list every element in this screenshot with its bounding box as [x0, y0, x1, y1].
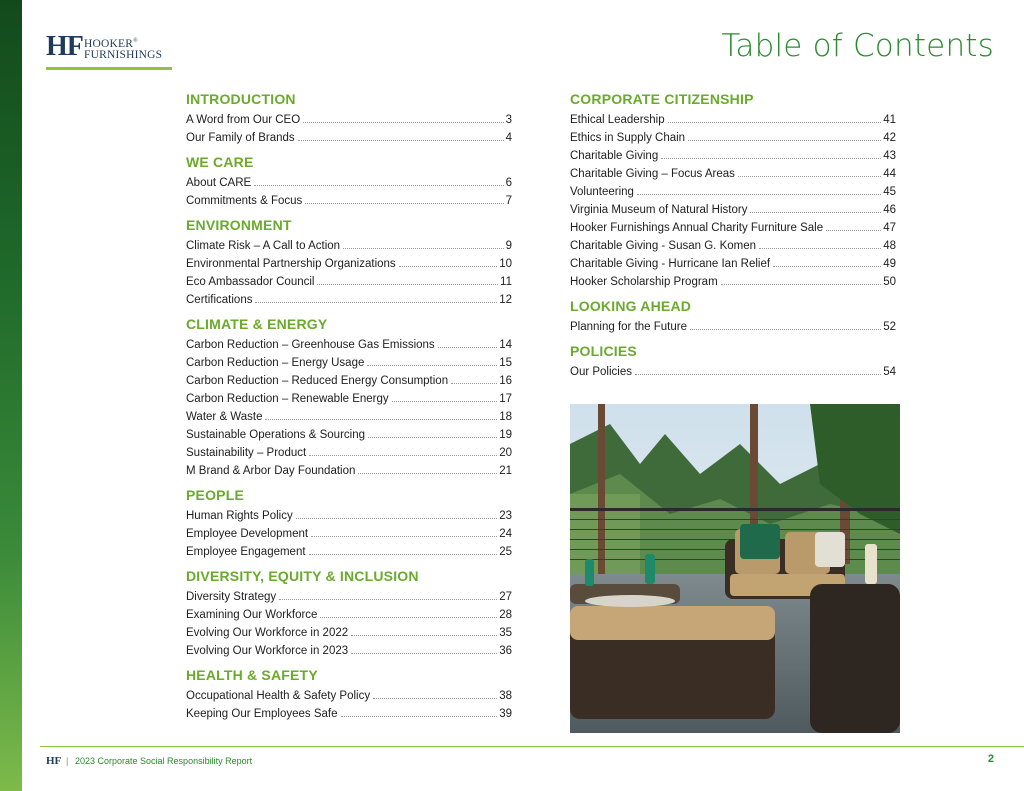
section-heading: CLIMATE & ENERGY: [186, 316, 328, 332]
logo-underline: [46, 67, 172, 70]
dot-leader: [255, 302, 497, 303]
toc-entry[interactable]: [570, 165, 896, 183]
toc-entry[interactable]: [570, 219, 896, 237]
dot-leader: [368, 437, 497, 438]
toc-entry-page: 4: [505, 132, 512, 144]
toc-entry-label: Ethics in Supply Chain: [570, 132, 686, 144]
toc-entry[interactable]: [186, 237, 512, 255]
toc-entry-page: 14: [499, 339, 512, 351]
toc-entry-page: 6: [505, 177, 512, 189]
dot-leader: [721, 284, 882, 285]
toc-entry[interactable]: [186, 444, 512, 462]
toc-entry-page: 7: [505, 195, 512, 207]
toc-entry[interactable]: [570, 201, 896, 219]
toc-entry-label: Ethical Leadership: [570, 114, 665, 126]
toc-entry-page: 50: [883, 276, 896, 288]
toc-entry-page: 38: [499, 690, 512, 702]
toc-entry[interactable]: [186, 336, 512, 354]
footer-report-title: 2023 Corporate Social Responsibility Report: [75, 756, 253, 766]
toc-entry-label: Our Family of Brands: [186, 132, 295, 144]
toc-left-column: [186, 90, 512, 729]
toc-entry-label: Climate Risk – A Call to Action: [186, 240, 341, 252]
dot-leader: [438, 347, 498, 348]
dot-leader: [279, 599, 497, 600]
toc-entry-label: Charitable Giving - Hurricane Ian Relief: [570, 258, 771, 270]
section-heading: CORPORATE CITIZENSHIP: [570, 91, 754, 107]
dot-leader: [759, 248, 881, 249]
toc-section: [186, 486, 512, 561]
toc-section: [570, 297, 896, 336]
dot-leader: [351, 635, 497, 636]
toc-entry-label: Charitable Giving - Susan G. Komen: [570, 240, 757, 252]
logo-mark: HF: [46, 31, 83, 62]
dot-leader: [635, 374, 881, 375]
toc-entry-page: 49: [883, 258, 896, 270]
dot-leader: [309, 455, 497, 456]
page-title: Table of Contents: [721, 28, 994, 64]
toc-entry-label: About CARE: [186, 177, 252, 189]
toc-entry-label: M Brand & Arbor Day Foundation: [186, 465, 356, 477]
toc-entry[interactable]: [186, 174, 512, 192]
dot-leader: [690, 329, 881, 330]
toc-section: [186, 153, 512, 210]
dot-leader: [265, 419, 497, 420]
outdoor-patio-photo: [570, 404, 900, 733]
dot-leader: [392, 401, 498, 402]
toc-entry-label: Human Rights Policy: [186, 510, 293, 522]
toc-entry-page: 9: [505, 240, 512, 252]
toc-entry-label: Hooker Furnishings Annual Charity Furniture Sale: [570, 222, 824, 234]
dot-leader: [296, 518, 497, 519]
dot-leader: [773, 266, 881, 267]
toc-entry-page: 3: [505, 114, 512, 126]
toc-section: [186, 315, 512, 480]
toc-entry-page: 27: [499, 591, 512, 603]
toc-entry-page: 44: [883, 168, 896, 180]
toc-entry-page: 20: [499, 447, 512, 459]
logo-registered-mark: ®: [133, 38, 138, 44]
toc-entry-label: Diversity Strategy: [186, 591, 277, 603]
footer-logo-mark: HF: [46, 755, 62, 767]
toc-entry[interactable]: [570, 111, 896, 129]
toc-entry-label: Sustainable Operations & Sourcing: [186, 429, 365, 441]
section-heading: INTRODUCTION: [186, 91, 296, 107]
toc-entry-page: 21: [499, 465, 512, 477]
toc-entry-label: Environmental Partnership Organizations: [186, 258, 396, 270]
toc-entry-page: 36: [499, 645, 512, 657]
toc-entry[interactable]: [186, 525, 512, 543]
toc-entry-label: Charitable Giving: [570, 150, 659, 162]
dot-leader: [373, 698, 497, 699]
toc-entry[interactable]: [186, 129, 512, 147]
toc-entry-page: 28: [499, 609, 512, 621]
toc-entry[interactable]: [186, 192, 512, 210]
toc-entry-label: Commitments & Focus: [186, 195, 303, 207]
dot-leader: [688, 140, 881, 141]
dot-leader: [750, 212, 881, 213]
toc-section: [186, 216, 512, 309]
logo-name-line1: HOOKER: [84, 37, 134, 50]
toc-entry[interactable]: [186, 291, 512, 309]
toc-entry-page: 42: [883, 132, 896, 144]
toc-entry-page: 46: [883, 204, 896, 216]
toc-entry[interactable]: [186, 390, 512, 408]
toc-entry-page: 18: [499, 411, 512, 423]
toc-entry[interactable]: [186, 588, 512, 606]
toc-entry-page: 45: [883, 186, 896, 198]
toc-entry-label: Keeping Our Employees Safe: [186, 708, 338, 720]
dot-leader: [298, 140, 504, 141]
toc-entry[interactable]: [186, 642, 512, 660]
toc-entry-page: 41: [883, 114, 896, 126]
toc-entry[interactable]: [186, 507, 512, 525]
dot-leader: [367, 365, 497, 366]
toc-entry-page: 23: [499, 510, 512, 522]
toc-entry[interactable]: [186, 408, 512, 426]
toc-entry[interactable]: [570, 147, 896, 165]
toc-entry[interactable]: [186, 255, 512, 273]
toc-entry-label: Carbon Reduction – Reduced Energy Consumption: [186, 375, 449, 387]
dot-leader: [637, 194, 881, 195]
dot-leader: [738, 176, 881, 177]
left-accent-bar: [0, 0, 22, 791]
dot-leader: [661, 158, 881, 159]
toc-entry-page: 47: [883, 222, 896, 234]
toc-entry[interactable]: [570, 363, 896, 381]
toc-entry[interactable]: [570, 237, 896, 255]
toc-entry-label: Carbon Reduction – Energy Usage: [186, 357, 365, 369]
logo-wordmark: [84, 36, 162, 61]
toc-entry[interactable]: [186, 273, 512, 291]
logo-name-line2: FURNISHINGS: [84, 48, 163, 61]
toc-entry-label: Employee Engagement: [186, 546, 306, 558]
section-heading: HEALTH & SAFETY: [186, 667, 318, 683]
toc-entry[interactable]: [186, 462, 512, 480]
toc-entry-label: Examining Our Workforce: [186, 609, 318, 621]
toc-section: [186, 90, 512, 147]
dot-leader: [311, 536, 497, 537]
dot-leader: [341, 716, 498, 717]
footer-rule: [40, 746, 1024, 747]
toc-entry-page: 35: [499, 627, 512, 639]
toc-entry[interactable]: [186, 687, 512, 705]
toc-entry-label: Sustainability – Product: [186, 447, 307, 459]
dot-leader: [399, 266, 498, 267]
section-heading: DIVERSITY, EQUITY & INCLUSION: [186, 568, 419, 584]
section-heading: POLICIES: [570, 343, 637, 359]
toc-entry[interactable]: [570, 183, 896, 201]
toc-entry[interactable]: [186, 705, 512, 723]
hooker-furnishings-logo: [46, 31, 172, 72]
toc-entry-page: 17: [499, 393, 512, 405]
toc-entry-label: Volunteering: [570, 186, 634, 198]
toc-right-column: [570, 90, 896, 387]
toc-entry[interactable]: [570, 318, 896, 336]
toc-entry-page: 12: [499, 294, 512, 306]
dot-leader: [351, 653, 497, 654]
toc-entry[interactable]: [570, 273, 896, 291]
toc-section: [570, 342, 896, 381]
dot-leader: [254, 185, 503, 186]
toc-entry-page: 43: [883, 150, 896, 162]
toc-entry[interactable]: [186, 354, 512, 372]
toc-entry-page: 10: [499, 258, 512, 270]
dot-leader: [668, 122, 882, 123]
toc-entry-label: Employee Development: [186, 528, 309, 540]
section-heading: PEOPLE: [186, 487, 244, 503]
toc-entry-page: 54: [883, 366, 896, 378]
toc-entry-page: 48: [883, 240, 896, 252]
toc-entry-label: Our Policies: [570, 366, 632, 378]
page-number: 2: [987, 753, 994, 765]
dot-leader: [309, 554, 498, 555]
dot-leader: [303, 122, 503, 123]
toc-entry-label: Evolving Our Workforce in 2022: [186, 627, 349, 639]
toc-entry-page: 15: [499, 357, 512, 369]
toc-entry-label: Hooker Scholarship Program: [570, 276, 718, 288]
footer-separator: |: [66, 756, 69, 766]
toc-entry-label: Carbon Reduction – Renewable Energy: [186, 393, 389, 405]
toc-entry[interactable]: [186, 426, 512, 444]
toc-entry-page: 19: [499, 429, 512, 441]
toc-entry[interactable]: [186, 624, 512, 642]
toc-section: [186, 567, 512, 660]
dot-leader: [826, 230, 881, 231]
dot-leader: [317, 284, 498, 285]
toc-entry-label: Certifications: [186, 294, 253, 306]
toc-section: [186, 666, 512, 723]
toc-entry-page: 52: [883, 321, 896, 333]
dot-leader: [343, 248, 504, 249]
toc-entry-label: Evolving Our Workforce in 2023: [186, 645, 349, 657]
toc-entry-label: Virginia Museum of Natural History: [570, 204, 748, 216]
toc-entry[interactable]: [570, 129, 896, 147]
toc-entry-page: 25: [499, 546, 512, 558]
toc-entry-label: Eco Ambassador Council: [186, 276, 315, 288]
toc-entry[interactable]: [186, 372, 512, 390]
dot-leader: [305, 203, 503, 204]
toc-entry[interactable]: [570, 255, 896, 273]
section-heading: LOOKING AHEAD: [570, 298, 692, 314]
section-heading: ENVIRONMENT: [186, 217, 292, 233]
toc-entry[interactable]: [186, 543, 512, 561]
toc-entry-label: Planning for the Future: [570, 321, 687, 333]
section-heading: WE CARE: [186, 154, 254, 170]
toc-entry-label: Charitable Giving – Focus Areas: [570, 168, 735, 180]
toc-entry-label: Carbon Reduction – Greenhouse Gas Emissions: [186, 339, 435, 351]
dot-leader: [320, 617, 497, 618]
dot-leader: [451, 383, 497, 384]
toc-entry-page: 39: [499, 708, 512, 720]
toc-entry-page: 24: [499, 528, 512, 540]
toc-entry[interactable]: [186, 606, 512, 624]
toc-entry-label: A Word from Our CEO: [186, 114, 301, 126]
toc-entry-page: 16: [499, 375, 512, 387]
toc-entry[interactable]: [186, 111, 512, 129]
toc-entry-page: 11: [500, 276, 512, 288]
toc-section: [570, 90, 896, 291]
toc-entry-label: Occupational Health & Safety Policy: [186, 690, 371, 702]
dot-leader: [358, 473, 497, 474]
toc-entry-label: Water & Waste: [186, 411, 263, 423]
